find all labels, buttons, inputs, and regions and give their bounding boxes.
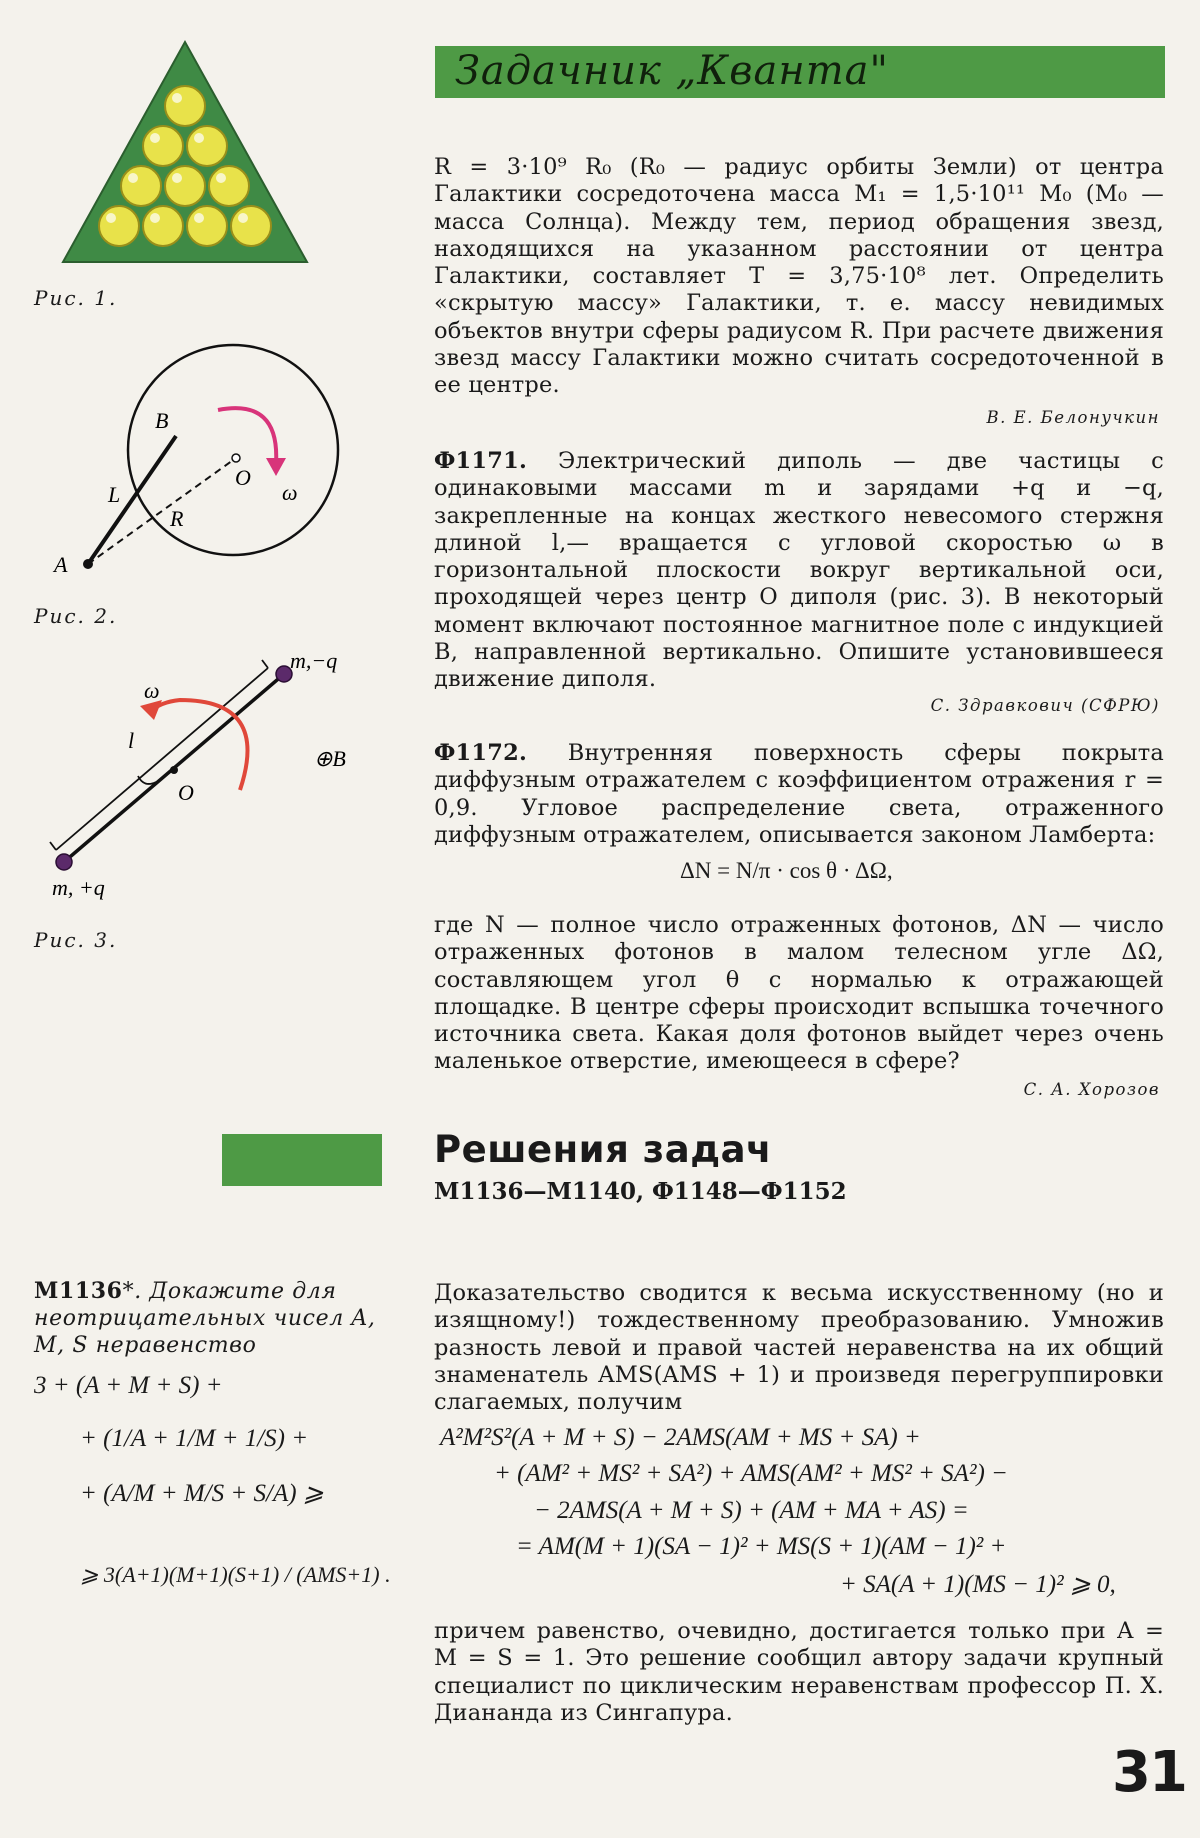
ball	[231, 206, 271, 246]
problem-f1172	[434, 740, 1164, 849]
point-A	[83, 559, 93, 569]
label-R: R	[170, 506, 184, 531]
label-O: O	[178, 780, 194, 805]
problem-text: Электрический диполь — две частицы с одинаковыми массами m и зарядами +q и −q, закрепленные на концах жесткого невесомого стержня длиной l,— вращается с угловой скоростью ω в горизонтальной плоскости вокруг вертикальной оси, проходящей через центр O диполя (рис. 3). В некоторый момент включают постоянное магнитное поле с индукцией B, направленной вертикально. Опишите установившееся движение диполя.	[434, 448, 1164, 693]
label-L: L	[108, 482, 121, 507]
rotation-arrow-icon	[218, 408, 276, 464]
ball	[121, 166, 161, 206]
proof-formula-3: − 2AMS(A + M + S) + (AM + MA + AS) =	[534, 1497, 969, 1524]
charge-plus-sphere	[56, 854, 72, 870]
label-l: l	[128, 728, 135, 753]
ball	[165, 86, 205, 126]
problem-f1171	[434, 448, 1164, 694]
ball	[143, 206, 183, 246]
lambert-formula: ΔN = N/π · cos θ · ΔΩ,	[680, 858, 893, 883]
statement-text: *. Докажите для неотрицательных чисел A, M, S неравенство	[34, 1279, 376, 1358]
problem-number: М1136	[34, 1278, 123, 1304]
label-omega: ω	[144, 678, 160, 703]
fig3-caption: Рис. 3.	[34, 928, 118, 952]
problem-text: Внутренняя поверхность сферы покрыта диффузным отражателем с коэффициентом отражения r = 0,9. Угловое распределение света, отраженного диффузным отражателем, описывается законом Ламберта:	[434, 740, 1164, 848]
fig2-caption: Рис. 2.	[34, 604, 118, 628]
problem-number: Ф1172.	[434, 740, 528, 766]
proof-formula-5: + SA(A + 1)(MS − 1)² ⩾ 0,	[840, 1571, 1116, 1598]
f1171-author: С. Здравкович (СФРЮ)	[930, 696, 1160, 715]
ball	[187, 206, 227, 246]
circle-outline	[128, 345, 338, 555]
proof-conclusion: причем равенство, очевидно, достигается только при A = M = S = 1. Это решение сообщил автору задачи крупный специалист по циклическим неравенствам профессор П. Х. Диананда из Сингапура.	[434, 1618, 1164, 1726]
ineq-line-3: + (A/M + M/S + S/A) ⩾	[80, 1480, 324, 1507]
solutions-bar	[222, 1134, 382, 1186]
figure-1-triangle	[55, 38, 315, 268]
ball	[187, 126, 227, 166]
header-banner	[435, 46, 1165, 98]
label-B: ⊕B	[314, 746, 346, 771]
fig1-caption: Рис. 1.	[34, 286, 118, 310]
label-O: O	[235, 465, 251, 490]
label-bottom: m, +q	[52, 875, 105, 900]
label-B: B	[155, 408, 169, 433]
f1172-author: С. А. Хорозов	[1023, 1080, 1160, 1099]
figure-3-dipole	[40, 640, 370, 910]
ball	[143, 126, 183, 166]
ineq-line-2: + (1/A + 1/M + 1/S) +	[80, 1425, 309, 1452]
proof-formula-2: + (AM² + MS² + SA²) + AMS(AM² + MS² + SA²) −	[494, 1460, 1008, 1487]
problem-number: Ф1171.	[434, 448, 528, 474]
label-A: A	[54, 552, 68, 577]
intro-author: В. Е. Белонучкин	[986, 408, 1160, 427]
radius-R	[88, 458, 236, 564]
page-number: 31	[1112, 1740, 1186, 1805]
solutions-title: Решения задач	[434, 1128, 772, 1171]
proof-formula-4: = AM(M + 1)(SA − 1)² + MS(S + 1)(AM − 1)² +	[516, 1533, 1007, 1560]
ball	[99, 206, 139, 246]
label-omega: ω	[282, 480, 298, 505]
label-top: m,−q	[290, 648, 338, 673]
ball	[209, 166, 249, 206]
center-O	[170, 766, 178, 774]
ball	[165, 166, 205, 206]
figure-2-circle	[40, 340, 360, 590]
proof-formula-1: A²M²S²(A + M + S) − 2AMS(AM + MS + SA) +	[440, 1424, 921, 1451]
proof-text: Доказательство сводится к весьма искусственному (но и изящному!) тождественному преобразованию. Умножив разность левой и правой частей неравенства на их общий знаменатель AMS(AMS + 1) и произведя перегруппировки слагаемых, получим	[434, 1280, 1164, 1416]
point-O	[232, 454, 240, 462]
rod-L	[88, 436, 176, 564]
banner-title: Задачник „Кванта"	[455, 48, 889, 94]
intro-paragraph: R = 3·10⁹ R₀ (R₀ — радиус орбиты Земли) от центра Галактики сосредоточена масса M₁ = 1,5·10¹¹ M₀ (M₀ — масса Солнца). Между тем, период обращения звезд, находящихся на указанном расстоянии от центра Галактики, составляет T = 3,75·10⁸ лет. Определить «скрытую массу» Галактики, т. е. массу невидимых объектов внутри сферы радиусом R. При расчете движения звезд массу Галактики можно считать сосредоточенной в ее центре.	[434, 154, 1164, 399]
solutions-subtitle: М1136—М1140, Ф1148—Ф1152	[434, 1178, 847, 1205]
m1136-statement	[34, 1278, 384, 1359]
ineq-line-4: ⩾ 3(A+1)(M+1)(S+1) / (AMS+1) .	[80, 1562, 391, 1587]
ineq-line-1: 3 + (A + M + S) +	[34, 1372, 223, 1399]
problem-f1172-continued: где N — полное число отраженных фотонов, ΔN — число отраженных фотонов в малом телесном угле ΔΩ, составляющем угол θ с нормалью к отражающей площадке. В центре сферы происходит вспышка точечного источника света. Какая доля фотонов выйдет через очень маленькое отверстие, имеющееся в сфере?	[434, 912, 1164, 1075]
